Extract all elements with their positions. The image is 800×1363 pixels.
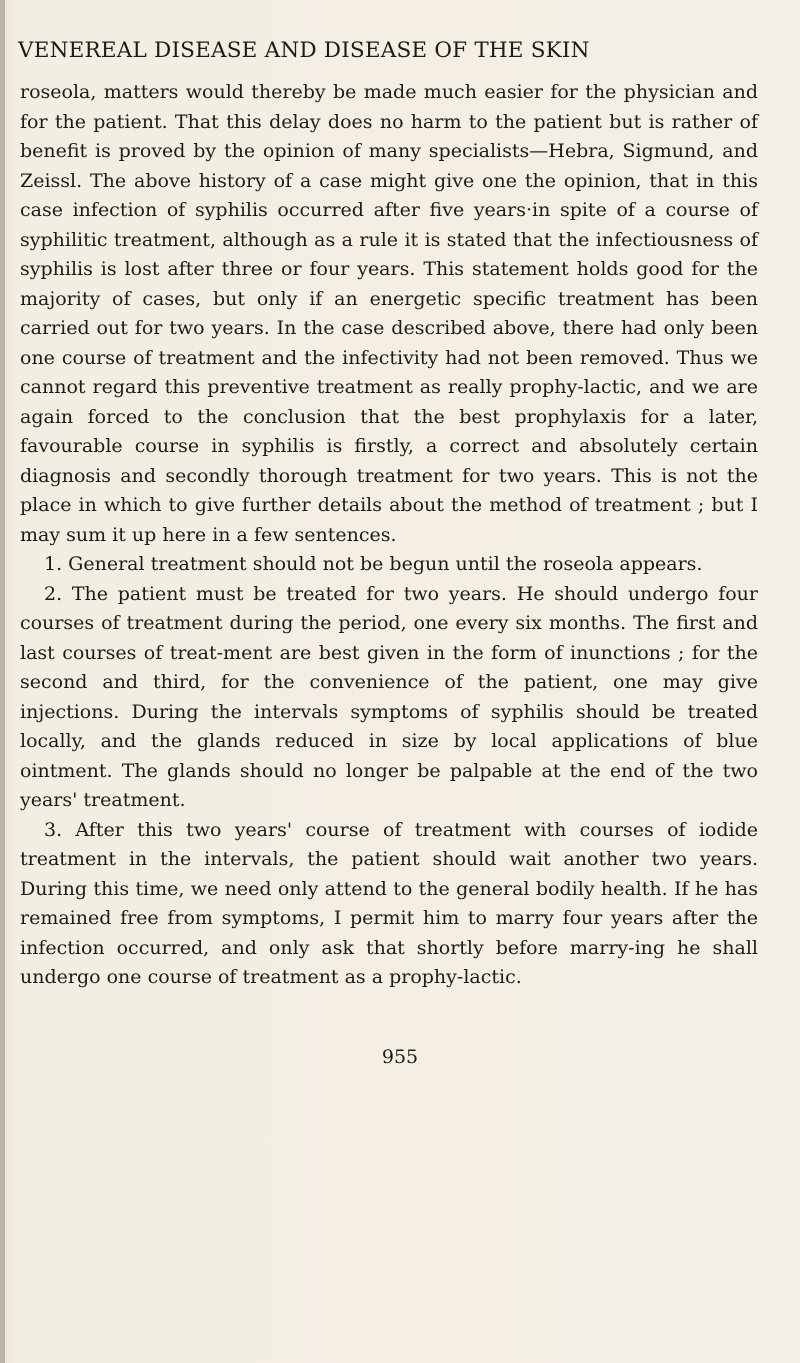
page-binding-edge — [0, 0, 5, 1363]
running-head: VENEREAL DISEASE AND DISEASE OF THE SKIN — [18, 38, 590, 63]
paragraph-roseola: roseola, matters would thereby be made much easier for the physician and for the patient. That this delay does no harm to the patient but is rather of benefit is proved by the opinion of many specialists—Hebra, Sigmund, and Zeissl. The above history of a case might give one the opinion, that in this case infection of syphilis occurred after five years·in spite of a course of syphilitic treatment, although as a rule it is stated that the infectiousness of syphilis is lost after three or four years. This statement holds good for the majority of cases, but only if an energetic specific treatment has been carried out for two years. In the case described above, there had only been one course of treatment and the infectivity had not been removed. Thus we cannot regard this preventive treatment as really prophy-lactic, and we are again forced to the conclusion that the best prophylaxis for a later, favourable course in syphilis is firstly, a correct and absolutely certain diagnosis and secondly thorough treatment for two years. This is not the place in which to give further details about the method of treatment ; but I may sum it up here in a few sentences. — [20, 81, 758, 546]
paragraph-item-2: 2. The patient must be treated for two years. He should undergo four courses of treatment during the period, one every six months. The first and last courses of treat-ment are best given in the form of inunctions ; for the second and third, for the convenience of the patient, one may give injections. During the intervals symptoms of syphilis should be treated locally, and the glands reduced in size by local applications of blue ointment. The glands should no longer be palpable at the end of the two years' treatment. — [20, 582, 758, 811]
page-number: 955 — [381, 1046, 419, 1068]
page-body — [20, 78, 758, 993]
paragraph-item-1: 1. General treatment should not be begun until the roseola appears. — [44, 553, 703, 575]
paragraph-item-3: 3. After this two years' course of treatment with courses of iodide treatment in the intervals, the patient should wait another two years. During this time, we need only attend to the general bodily health. If he has remained free from symptoms, I permit him to marry four years after the infection occurred, and only ask that shortly before marry-ing he shall undergo one course of treatment as a prophy-lactic. — [20, 818, 758, 988]
